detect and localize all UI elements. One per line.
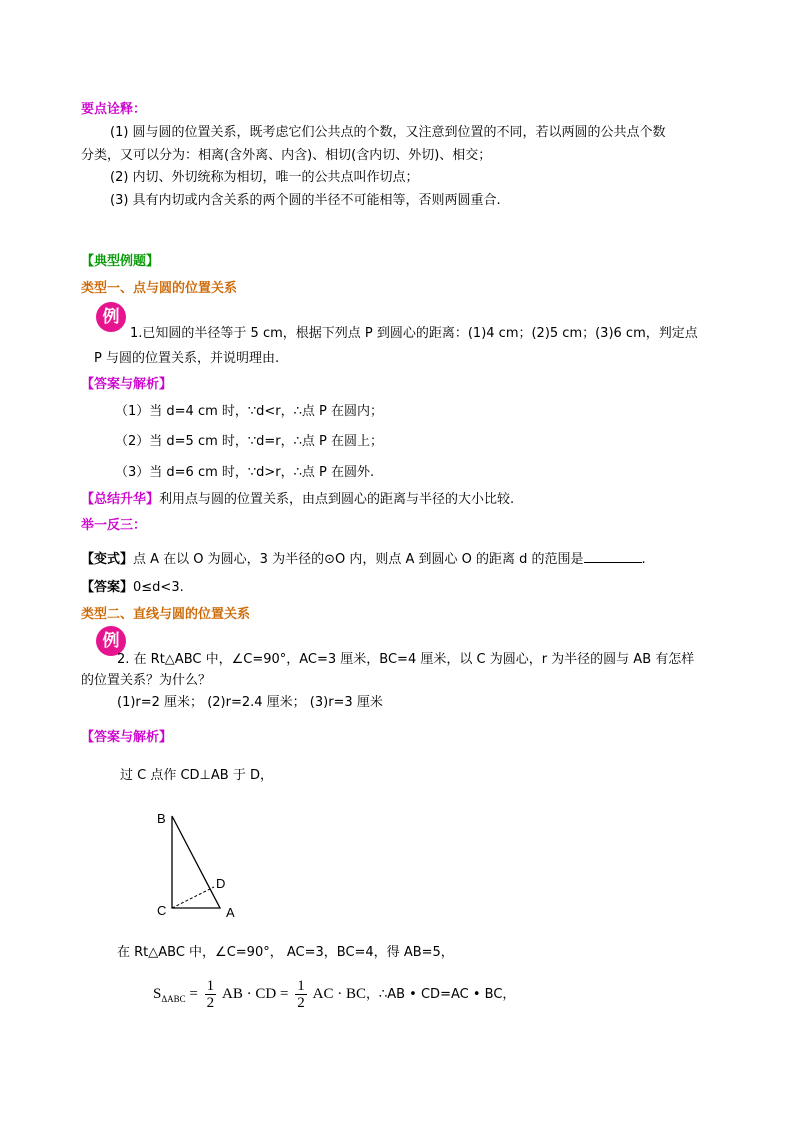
- example1-answer-heading: 【答案与解析】: [81, 377, 173, 392]
- key-point-1-cont: 分类，又可以分为：相离(含外离、内含)、相切(含内切、外切)、相交；: [81, 148, 492, 163]
- example-badge-1: 例: [96, 302, 126, 332]
- construction-step: 过 C 点作 CD⊥AB 于 D，: [120, 768, 273, 783]
- area-symbol: S: [153, 985, 162, 1002]
- example1-answer-1: （1）当 d=4 cm 时，∵d<r，∴点 P 在圆内；: [115, 404, 384, 419]
- key-point-1: (1) 圆与圆的位置关系，既考虑它们公共点的个数，又注意到位置的不同，若以两圆的公共点个数: [110, 125, 666, 140]
- area-formula: [153, 978, 515, 1011]
- key-point-3: (3) 具有内切或内含关系的两个圆的半径不可能相等，否则两圆重合.: [110, 193, 501, 208]
- label-d: D: [216, 876, 226, 891]
- example2-question-line3: (1)r=2 厘米； (2)r=2.4 厘米； (3)r=3 厘米: [117, 695, 383, 710]
- examples-heading: 【典型例题】: [81, 254, 160, 269]
- fraction-half-1: $\frac{1}{2}$: [206, 978, 215, 1011]
- equals-sign-2: =: [279, 985, 289, 1002]
- term-ab-cd: AB · CD: [222, 985, 277, 1002]
- example-badge-2: 例: [96, 626, 126, 656]
- example2-question-line2: 的位置关系？为什么？: [81, 673, 212, 688]
- example1-question-line2: P 与圆的位置关系，并说明理由.: [94, 351, 280, 366]
- variant-text-end: .: [641, 552, 646, 567]
- type2-title: 类型二、直线与圆的位置关系: [81, 607, 251, 622]
- practice-heading: 举一反三：: [81, 518, 147, 533]
- summary-tag: 【总结升华】: [81, 492, 160, 507]
- summary-text: 利用点与圆的位置关系，由点到圆心的距离与半径的大小比较.: [159, 492, 515, 507]
- label-c: C: [157, 903, 167, 918]
- summary-line: [81, 488, 514, 507]
- term-ac-bc: AC · BC: [312, 985, 366, 1002]
- fraction-half-2: $\frac{1}{2}$: [297, 978, 305, 1011]
- example1-answer-2: （2）当 d=5 cm 时，∵d=r，∴点 P 在圆上；: [115, 434, 384, 449]
- triangle-figure: [150, 805, 245, 920]
- area-subscript: ΔABC: [161, 993, 186, 1004]
- altitude-cd: [172, 887, 214, 908]
- type1-title: 类型一、点与圆的位置关系: [81, 281, 238, 296]
- example2-answer-heading: 【答案与解析】: [81, 730, 173, 745]
- equals-sign-1: =: [189, 985, 198, 1002]
- answer-blank: [584, 551, 642, 563]
- given-line: 在 Rt△ABC 中，∠C=90°， AC=3，BC=4，得 AB=5，: [117, 945, 454, 960]
- triangle-abc: [172, 816, 220, 908]
- key-point-2: (2) 内切、外切统称为相切，唯一的公共点叫作切点；: [110, 170, 419, 185]
- variant-answer-line: [81, 576, 184, 595]
- formula-tail: ，∴AB • CD=AC • BC，: [365, 986, 516, 1002]
- example1-question-line1: 1.已知圆的半径等于 5 cm，根据下列点 P 到圆心的距离：(1)4 cm；(2)5 cm；(3)6 cm，判定点: [130, 326, 698, 341]
- example1-answer-3: （3）当 d=6 cm 时，∵d>r，∴点 P 在圆外.: [115, 465, 375, 480]
- variant-tag: 【变式】: [81, 552, 134, 567]
- label-b: B: [157, 811, 166, 826]
- example2-question-line1: 2. 在 Rt△ABC 中，∠C=90°，AC=3 厘米，BC=4 厘米，以 C 为圆心，r 为半径的圆与 AB 有怎样: [117, 652, 695, 667]
- label-a: A: [226, 905, 235, 920]
- variant-line: [81, 548, 646, 567]
- variant-text: 点 A 在以 O 为圆心，3 为半径的⊙O 内，则点 A 到圆心 O 的距离 d 的范围是: [133, 552, 584, 567]
- variant-answer-text: 0≤d<3.: [133, 580, 184, 595]
- key-points-heading: 要点诠释：: [81, 102, 147, 117]
- variant-answer-tag: 【答案】: [81, 580, 134, 595]
